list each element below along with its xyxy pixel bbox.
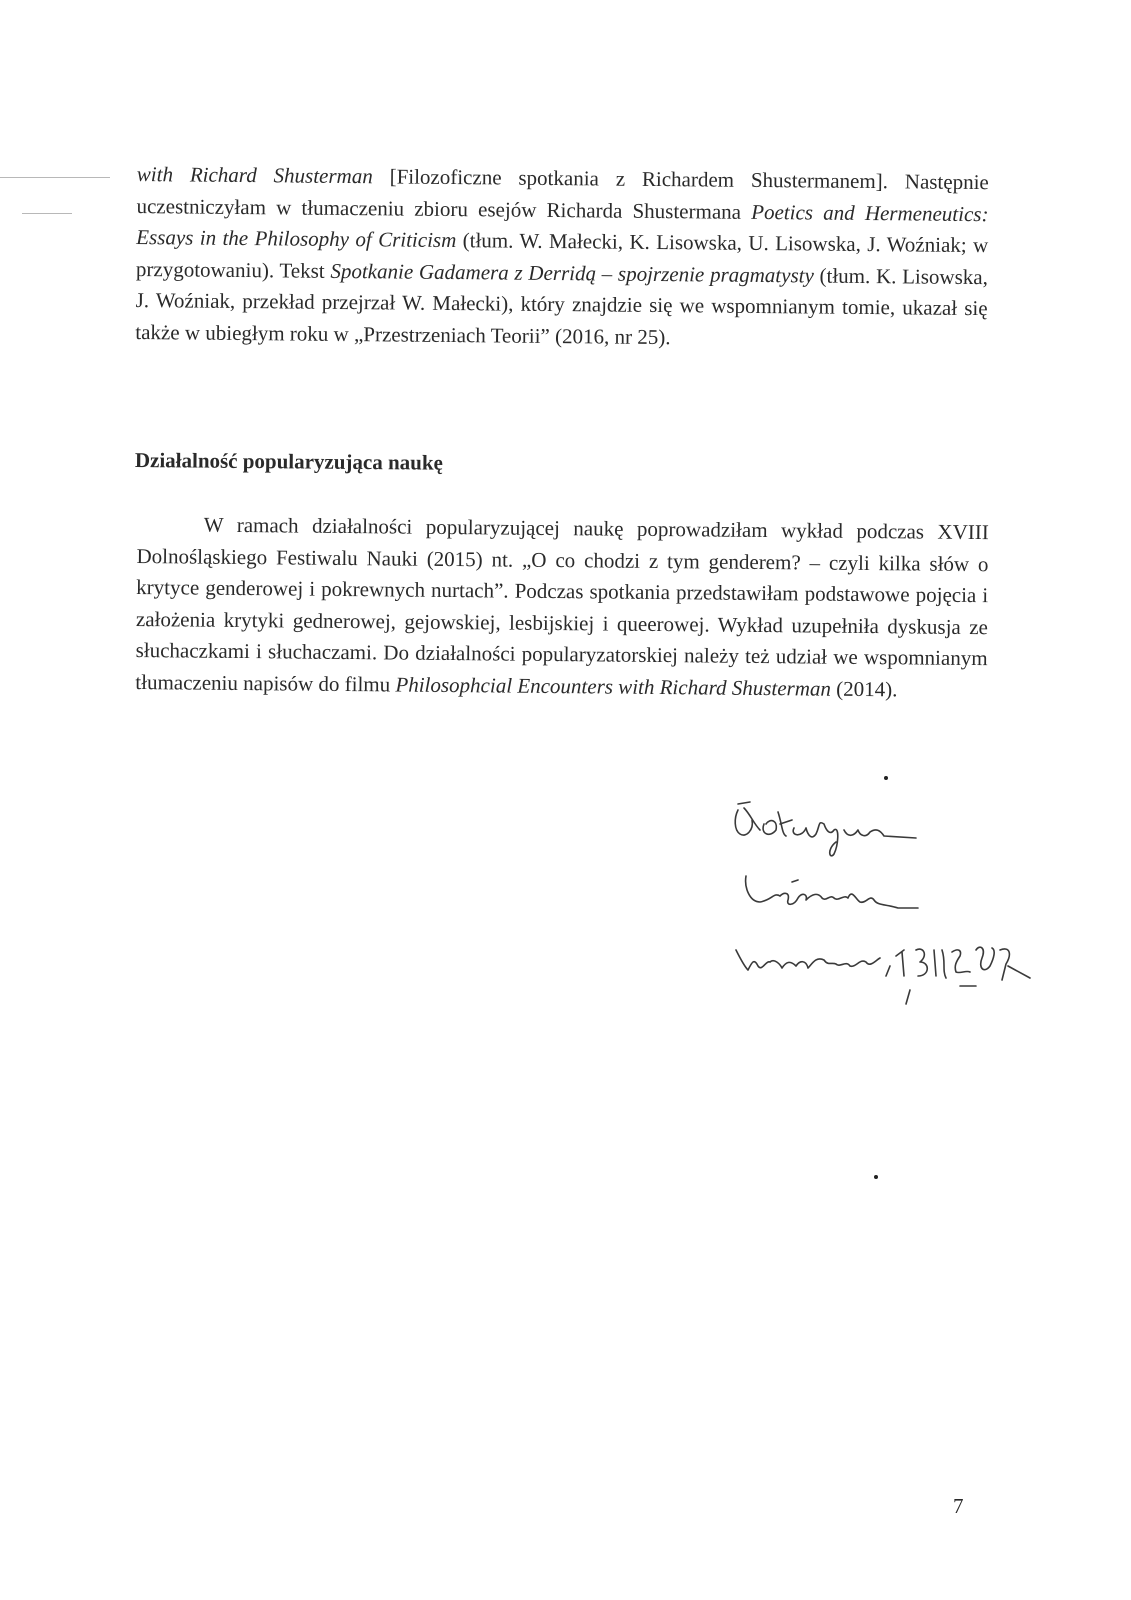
paragraph-popularization (135, 509, 989, 706)
ink-speck (884, 776, 888, 780)
scan-artifact-line (22, 213, 72, 214)
text-segment: (tłum. W. Małecki, K. Lisowska, U. Lisowska, J. Woźniak; w przygotowaniu). Tekst (135, 228, 989, 283)
text-segment: (2014). (830, 676, 898, 701)
text-segment: Poetics and Hermeneutics: Essays in the Philosophy of Criticism (136, 199, 989, 253)
section-heading: Działalność popularyzująca naukę (134, 448, 444, 475)
paragraph-translation (135, 159, 989, 356)
text-segment: with Richard Shusterman (136, 161, 373, 189)
scan-artifact-line (0, 177, 110, 178)
text-segment: Spotkanie Gadamera z Derridą – spojrzenie pragmatysty (330, 258, 814, 288)
handwritten-signature (720, 790, 1120, 1010)
text-segment: W ramach działalności popularyzującej naukę poprowadziłam wykład podczas XVIII Dolnośląskiego Festiwalu Nauki (2015) nt. „O co chodzi z tym genderem? – czyli kilka słów o krytyce genderowej i pokrewnych nurtach”. Podczas spotkania przedstawiłam podstawowe pojęcia i założenia krytyki gednerowej, gejowskiej, lesbijskiej i queerowej. Wykład uzupełniła dyskusja ze słuchaczkami i słuchaczami. Do działalności popularyzatorskiej należy też udział we wspomnianym tłumaczeniu napisów do filmu (135, 512, 989, 696)
ink-speck (874, 1175, 878, 1179)
page-number: 7 (953, 1494, 964, 1518)
text-segment: [Filozoficzne spotkania z Richardem Shustermanem]. Następnie uczestniczyłam w tłumaczeniu zbioru esejów Richarda Shustermana (136, 164, 989, 224)
text-segment: Philosophcial Encounters with Richard Shusterman (395, 671, 832, 701)
text-segment: (tłum. K. Lisowska, J. Woźniak, przekład przejrzał W. Małecki), który znajdzie się we wspomnianym tomie, ukazał się także w ubiegłym roku w „Przestrzeniach Teorii” (2016, nr 25). (135, 263, 989, 349)
